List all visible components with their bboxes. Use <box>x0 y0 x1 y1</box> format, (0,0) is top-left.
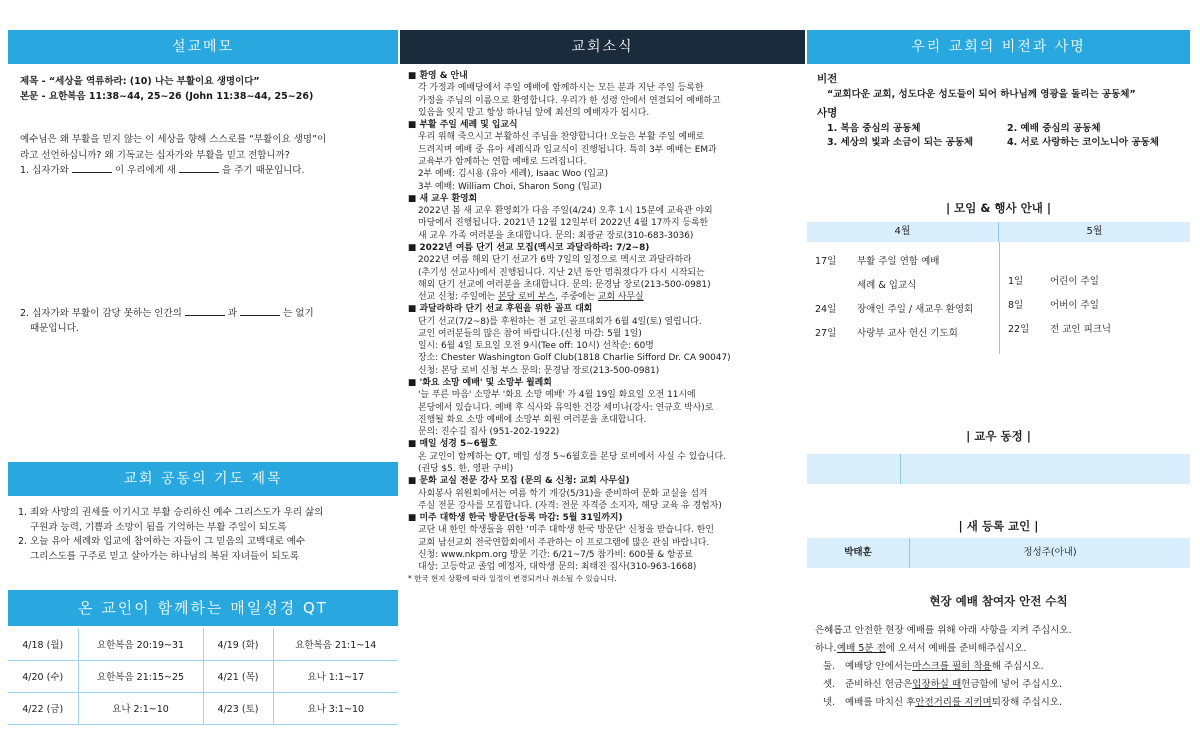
daily-qt-table <box>8 628 398 725</box>
new-member-name: 박태훈 <box>807 538 910 568</box>
news-item-newcomer-welcome: ■ 새 교우 환영회 2022년 봄 새 교우 환영회가 다음 주일(4/24) 오후 1시 15분에 교육관 야외 마당에서 진행됩니다. 2021년 12월 12일부터 2022년 4월 17까지 등록한 새 교우 가족 여러분을 초대합니다. 문의: 최광균 장로(310-683-3036) <box>418 193 797 242</box>
fill-blank <box>179 164 219 173</box>
vision-column <box>807 30 1190 720</box>
sermon-question-2-cont: 때문입니다. <box>30 323 79 335</box>
list-item: 1일 어린이 주일 <box>1008 276 1099 287</box>
safety-rules <box>815 622 1185 712</box>
news-item-daily-bible: ■ 매일 성경 5~6월호 온 교인이 함께하는 QT, 매일 성경 5~6월호를 본당 로비에서 사실 수 있습니다. (권당 $5. 한, 영판 구비) <box>418 438 797 475</box>
news-item-welcome: ■ 환영 & 안내 각 가정과 예배당에서 주일 예배에 함께하시는 모든 분과 지난 주일 등록한 가정을 주님의 이름으로 환영합니다. 우리가 한 성령 안에서 연결되어 예배하고 있음을 잊지 말고 항상 하나님 앞에 최선의 예배자가 됩시다. <box>418 70 797 119</box>
vision-header: 우리 교회의 비전과 사명 <box>807 30 1190 64</box>
table-row: 4/22 (금) 요나 2:1~10 4/23 (토) 요나 3:1~10 <box>8 692 398 724</box>
list-item: 세례 & 입교식 <box>857 280 917 291</box>
list-item: 24일 장애인 주일 / 새교우 환영회 <box>815 304 974 315</box>
sermon-question-2: 2. 십자가와 부활이 감당 못하는 인간의 과 는 없기 <box>20 307 314 319</box>
mission-item: 2. 예배 중심의 공동체 <box>1007 122 1101 134</box>
mission-item: 3. 세상의 빛과 소금이 되는 공동체 <box>827 137 974 149</box>
may-header: 5월 <box>1086 226 1103 237</box>
events-table-body <box>807 242 1190 354</box>
april-header: 4월 <box>807 222 999 242</box>
vision-mission <box>807 64 1190 151</box>
fill-blank <box>72 164 112 173</box>
events-section <box>807 201 1190 354</box>
vision-label: 비전 <box>817 73 838 85</box>
new-member-name: 정성주(아내) <box>1023 547 1077 558</box>
list-item: 둘. 예배당 안에서는 마스크를 필히 착용 해 주십시오. <box>823 661 1044 673</box>
sermon-scripture: 본문 - 요한복음 11:38~44, 25~26 (John 11:38~44, 25~26) <box>20 91 314 103</box>
list-item: 22일 전 교인 피크닉 <box>1008 324 1112 335</box>
sermon-title: 제목 - “세상을 역류하라: (10) 나는 부활이요 생명이다” <box>20 76 260 87</box>
new-members-box <box>807 538 1190 568</box>
list-item: 셋. 준비하신 헌금은 입장하실 때 헌금함에 넣어 주십시오. <box>823 679 1063 691</box>
news-item-korea-visit: ■ 미주 대학생 한국 방문단(등록 마감: 5월 31일까지) 교단 내 한인 학생들을 위한 '미주 대학생 한국 방문단' 신청을 받습니다. 한인 교회 남선교회 전국연합회에서 주관하는 이 프로그램에 많은 관심 바랍니다. 신청: www.nkpm.org 방문 기간: 6/21~7/5 참가비: 600불 & 항공료 대상: 고등학교 졸업 예정자, 대학생 문의: 최태진 집사(310-963-1668) * 한국 현지 상황에 따라 일정이 변경되거나 취소될 수 있습니다. <box>418 512 797 584</box>
member-news-title: | 교우 동정 | <box>966 429 1031 443</box>
prayer-item-2-line2: 그리스도를 구주로 믿고 살아가는 하나님의 복된 자녀들이 되도록 <box>30 551 299 563</box>
news-list <box>400 64 805 584</box>
news-item-mission-trip: ■ 2022년 여름 단기 선교 모집(멕시코 과달라하라: 7/2~8) 2022년 여름 해외 단기 선교가 6박 7일의 일정으로 멕시코 과달라하라 (추기성 선교사)에서 진행됩니다. 지난 2년 동안 멈춰졌다가 다시 시작되는 해외 단기 선교에 여러분을 초대합니다. 문의: 문경남 장로(213-500-0981) 선교 신청: 주일에는 본당 로비 부스, 주중에는 교회 사무실 <box>418 242 797 303</box>
mission-item: 1. 복음 중심의 공동체 <box>827 122 921 134</box>
news-column <box>400 30 805 720</box>
table-row: 4/18 (월) 요한복음 20:19~31 4/19 (화) 요한복음 21:1~14 <box>8 628 398 660</box>
list-item: 8일 어버이 주일 <box>1008 300 1099 311</box>
fill-blank <box>240 307 280 316</box>
list-item: 넷. 예배를 마치신 후 안전거리를 지키며 퇴장해 주십시오. <box>823 697 1062 709</box>
events-title: | 모임 & 행사 안내 | <box>945 201 1052 215</box>
prayer-list <box>8 500 398 571</box>
prayer-item-1-line2: 구원과 능력, 기쁨과 소망이 됨을 기억하는 부활 주일이 되도록 <box>30 521 287 533</box>
sermon-intro-line2: 라고 선언하십니까? 왜 기독교는 십자가와 부활을 믿고 전합니까? <box>20 149 290 161</box>
prayer-item-2-line1: 2. 오늘 유아 세례와 입교에 참여하는 자들이 그 믿음의 고백대로 예수 <box>18 536 306 548</box>
news-item-culture-class: ■ 문화 교실 전문 강사 모집 (문의 & 신청: 교회 사무실) 사회봉사 위원회에서는 여름 학기 개강(5/31)을 준비하여 문화 교실을 섬겨 주실 전문 강사를 모집합니다. (자격: 전문 자격증 소지자, 해당 교육 유 경험자) <box>418 475 797 512</box>
safety-intro: 은혜롭고 안전한 현장 예배를 위해 아래 사항을 지켜 주십시오. <box>815 625 1072 636</box>
footnote: * 한국 현지 상황에 따라 일정이 변경되거나 취소될 수 있습니다. <box>408 573 617 583</box>
list-item: 27일 사랑부 교사 헌신 기도회 <box>815 328 958 339</box>
mission-list <box>817 122 1180 151</box>
member-news-box <box>807 454 1190 484</box>
list-item: 17일 부활 주일 연합 예배 <box>815 256 940 267</box>
mission-label: 사명 <box>817 107 838 119</box>
prayer-item-1-line1: 1. 죄와 사망의 권세를 이기시고 부활 승리하신 예수 그리스도가 우리 삶의 <box>18 507 324 518</box>
sermon-question-1: 1. 십자가와 이 우리에게 새 을 주기 때문입니다. <box>20 164 305 176</box>
sermon-intro-line1: 예수님은 왜 부활을 믿지 않는 이 세상을 향해 스스로를 “부활이요 생명”이 <box>20 134 327 146</box>
news-item-baptism: ■ 부활 주일 세례 및 입교식 우리 위해 죽으시고 부활하신 주님을 찬양합니다! 오늘은 부활 주일 예배로 드려지며 예배 중 유아 세례식과 입교식이 진행됩니다. 특히 3부 예배는 EM과 교육부가 함께하는 연합 예배로 드려집니다. 2부 예배: 김시용 (유아 세례), Isaac Woo (입교) 3부 예배: William Choi, Sharon Song (입교) <box>418 119 797 193</box>
vision-text: “교회다운 교회, 성도다운 성도들이 되어 하나님께 영광을 돌리는 공동체” <box>827 88 1136 100</box>
events-table-header <box>807 222 1190 242</box>
april-events <box>807 242 1000 354</box>
church-news-header: 교회소식 <box>400 30 805 64</box>
news-item-hope-service: ■ '화요 소망 예배' 및 소망부 월례회 '늘 푸른 마음' 소망부 '화요 소망 예배' 가 4월 19일 화요일 오전 11시에 본당에서 있습니다. 예배 후 식사와 유익한 건강 세미나(강사: 연규호 박사)로 진행될 화요 소망 예배에 소망부 회원 여러분을 초대합니다. 문의: 진수길 집사 (951-202-1922) <box>418 377 797 438</box>
prayer-header: 교회 공동의 기도 제목 <box>8 462 398 496</box>
safety-title: 현장 예배 참여자 안전 수칙 <box>929 594 1068 608</box>
mission-item: 4. 서로 사랑하는 코이노니아 공동체 <box>1007 137 1159 149</box>
sermon-notes <box>8 64 398 336</box>
daily-qt-header: 온 교인이 함께하는 매일성경 QT <box>8 590 398 626</box>
sermon-memo-header: 설교메모 <box>8 30 398 64</box>
table-row: 4/20 (수) 요한복음 21:15~25 4/21 (목) 요나 1:1~17 <box>8 660 398 692</box>
may-events <box>1000 242 1190 354</box>
list-item: 하나. 예배 5분 전 에 오셔서 예배를 준비해주십시오. <box>815 643 1027 655</box>
fill-blank <box>185 307 225 316</box>
new-members-title: | 새 등록 교인 | <box>958 519 1039 533</box>
sermon-column <box>8 30 398 720</box>
news-item-golf: ■ 과달라하라 단기 선교 후원을 위한 골프 대회 단기 선교(7/2~8)를 후원하는 전 교인 골프대회가 6월 4일(토) 열립니다. 교인 여러분들의 많은 참여 바랍니다.(신청 마감: 5월 1일) 일시: 6월 4일 토요일 오전 9시(Tee off: 10시) 선착순: 60명 장소: Chester Washington Golf Club(1818 Charlie Sifford Dr. CA 90047) 신청: 본당 로비 신청 부스 문의: 문경남 장로(213-500-0981) <box>418 303 797 377</box>
